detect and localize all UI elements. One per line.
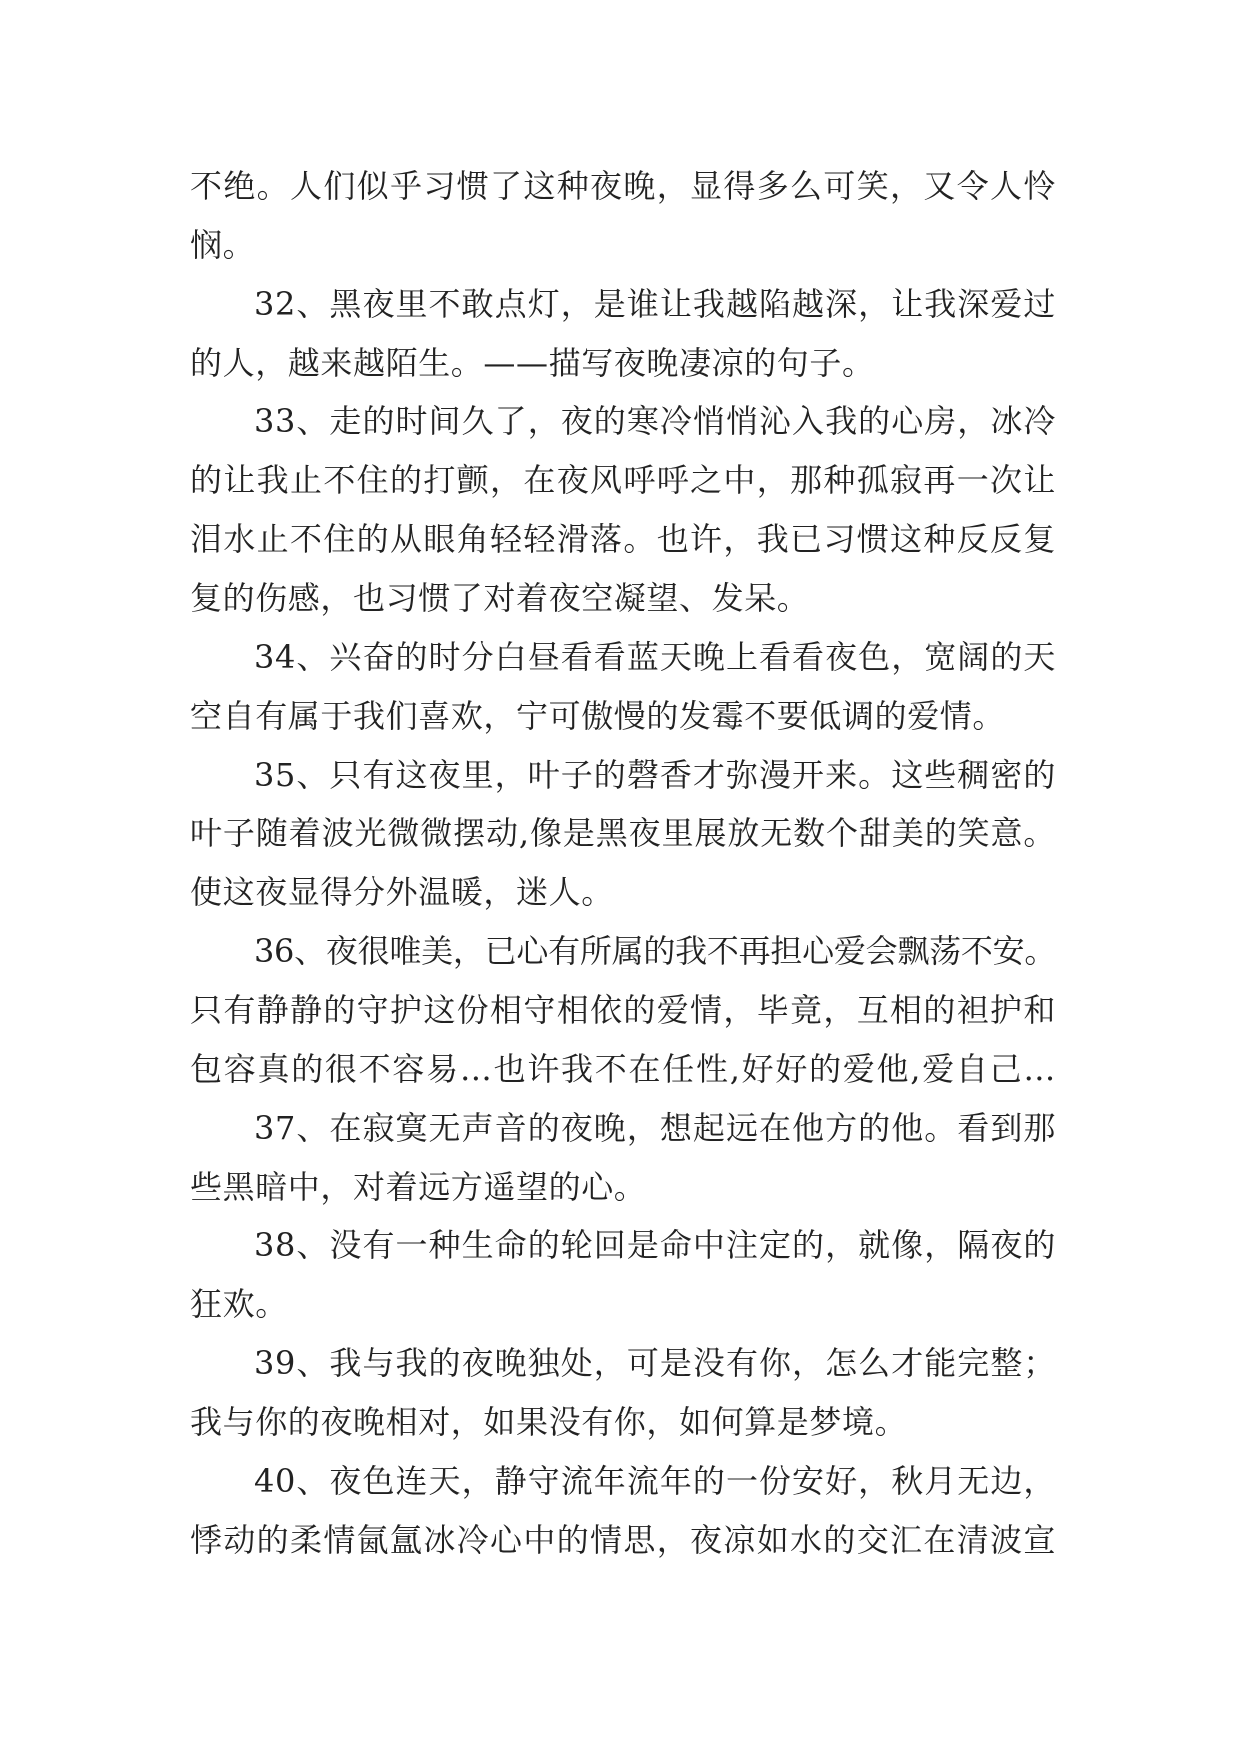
paragraph-36: [190, 922, 1056, 1099]
paragraph-37: [190, 1099, 1056, 1217]
text-line: 38、没有一种生命的轮回是命中注定的，就像，隔夜的: [254, 1226, 1056, 1265]
text-line: 复的伤感，也习惯了对着夜空凝望、发呆。: [190, 579, 810, 618]
text-line: 泪水止不住的从眼角轻轻滑落。也许，我已习惯这种反反复: [190, 520, 1056, 559]
text-line: 我与你的夜晚相对，如果没有你，如何算是梦境。: [190, 1403, 908, 1442]
document-body: [190, 157, 1056, 1570]
text-line: 些黑暗中，对着远方遥望的心。: [190, 1167, 647, 1206]
paragraph: [190, 157, 1056, 275]
paragraph-38: [190, 1216, 1056, 1334]
text-line: 的让我止不住的打颤，在夜风呼呼之中，那种孤寂再一次让: [190, 461, 1056, 500]
text-line: 32、黑夜里不敢点灯，是谁让我越陷越深，让我深爱过: [254, 284, 1056, 323]
text-line: 37、在寂寞无声音的夜晚，想起远在他方的他。看到那: [254, 1108, 1056, 1147]
paragraph-39: [190, 1334, 1056, 1452]
paragraph-35: [190, 746, 1056, 923]
text-line: 使这夜显得分外温暖，迷人。: [190, 873, 614, 912]
text-line: 空自有属于我们喜欢，宁可傲慢的发霉不要低调的爱情。: [190, 696, 1006, 735]
text-line: 包容真的很不容易…也许我不在任性,好好的爱他,爱自己…: [190, 1049, 1056, 1088]
text-line: 叶子随着波光微微摆动,像是黑夜里展放无数个甜美的笑意。: [190, 814, 1056, 853]
text-line: 35、只有这夜里，叶子的磬香才弥漫开来。这些稠密的: [254, 755, 1056, 794]
paragraph-34: [190, 628, 1056, 746]
text-line: 只有静静的守护这份相守相依的爱情，毕竟，互相的袒护和: [190, 991, 1056, 1030]
text-line: 39、我与我的夜晚独处，可是没有你，怎么才能完整；: [254, 1344, 1056, 1383]
text-line: 悯。: [190, 225, 256, 264]
text-line: 33、走的时间久了，夜的寒冷悄悄沁入我的心房，冰冷: [254, 402, 1056, 441]
paragraph-40: [190, 1452, 1056, 1570]
paragraph-32: [190, 275, 1056, 393]
text-line: 40、夜色连天，静守流年流年的一份安好，秋月无边，: [254, 1461, 1056, 1500]
text-line: 不绝。人们似乎习惯了这种夜晚，显得多么可笑，又令人怜: [190, 167, 1056, 205]
text-line: 狂欢。: [190, 1285, 288, 1324]
text-line: 36、夜很唯美，已心有所属的我不再担心爱会飘荡不安。: [254, 932, 1056, 971]
text-line: 的人，越来越陌生。——描写夜晚凄凉的句子。: [190, 343, 875, 382]
text-line: 34、兴奋的时分白昼看看蓝天晚上看看夜色，宽阔的天: [254, 637, 1056, 676]
text-line: 悸动的柔情氤氲冰冷心中的情思，夜凉如水的交汇在清波宣: [190, 1520, 1056, 1559]
paragraph-33: [190, 392, 1056, 627]
